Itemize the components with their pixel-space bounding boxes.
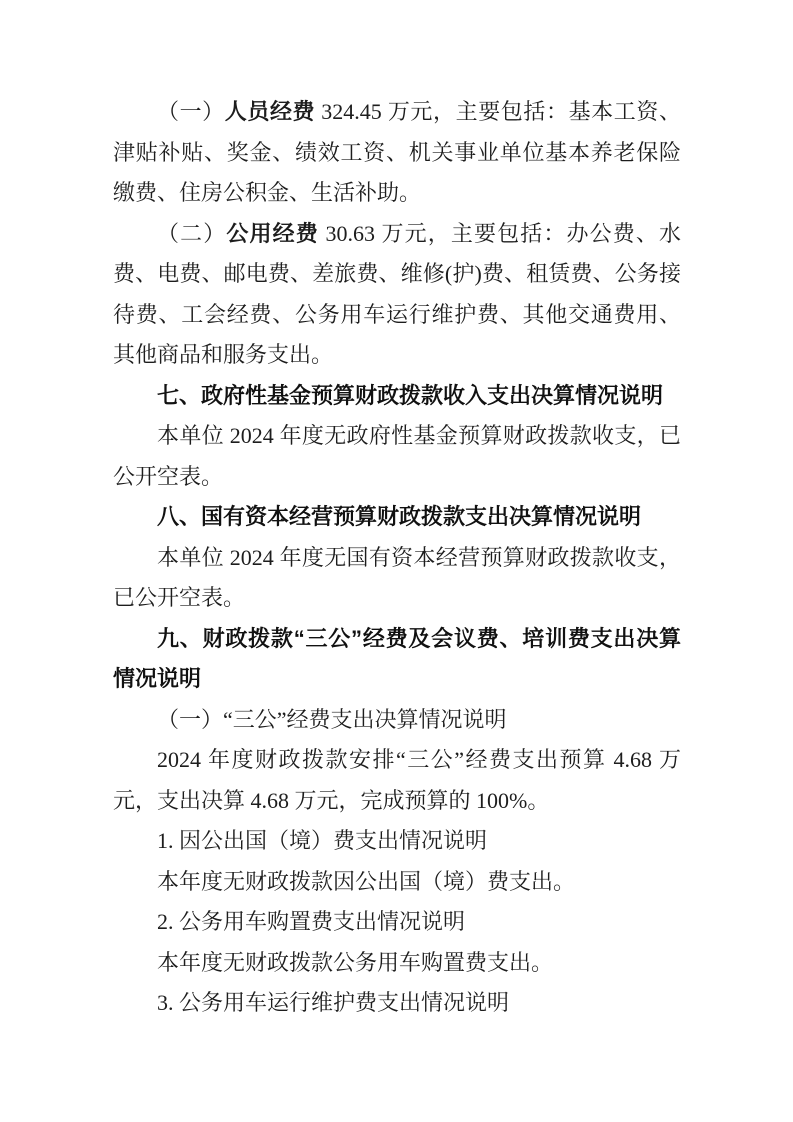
section9-item1-title: 1. 因公出国（境）费支出情况说明 — [157, 828, 488, 853]
section8-heading: 八、国有资本经营预算财政拨款支出决算情况说明 — [157, 504, 642, 529]
section9-item2-body: 本年度无财政拨款公务用车购置费支出。 — [157, 949, 554, 975]
public-expense-prefix: （二） — [157, 220, 227, 246]
personnel-expense-detail: 324.45 万元，主要包括：基本工资、津贴补贴、奖金、绩效工资、机关事业单位基本养老保险缴费、住房公积金、生活补助。 — [113, 99, 681, 205]
public-expense-label: 公用经费 — [226, 220, 319, 246]
section9-sub1-heading: （一）“三公”经费支出决算情况说明 — [157, 706, 507, 732]
public-expense-detail: 30.63 万元，主要包括：办公费、水费、电费、邮电费、差旅费、维修(护)费、租赁费、公务接待费、工会经费、公务用车运行维护费、其他交通费用、其他商品和服务支出。 — [113, 220, 681, 367]
document-content — [113, 92, 681, 1024]
section7-body: 本单位 2024 年度无政府性基金预算财政拨款收支，已公开空表。 — [113, 423, 681, 489]
section8-body: 本单位 2024 年度无国有资本经营预算财政拨款收支，已公开空表。 — [113, 544, 681, 610]
section9-item1-body: 本年度无财政拨款因公出国（境）费支出。 — [157, 868, 576, 894]
personnel-expense-prefix: （一） — [157, 99, 225, 124]
section7-heading: 七、政府性基金预算财政拨款收入支出决算情况说明 — [157, 382, 664, 408]
section9-item3-title: 3. 公务用车运行维护费支出情况说明 — [157, 990, 510, 1015]
paragraph-personnel-expense — [113, 92, 681, 214]
section9-item2-title: 2. 公务用车购置费支出情况说明 — [157, 909, 466, 934]
personnel-expense-label: 人员经费 — [224, 99, 316, 124]
section9-sub1-body: 2024 年度财政拨款安排“三公”经费支出预算 4.68 万元，支出决算 4.68 万元，完成预算的 100%。 — [113, 747, 681, 813]
paragraph-public-expense — [113, 214, 681, 376]
section9-heading: 九、财政拨款“三公”经费及会议费、培训费支出决算情况说明 — [113, 625, 681, 691]
